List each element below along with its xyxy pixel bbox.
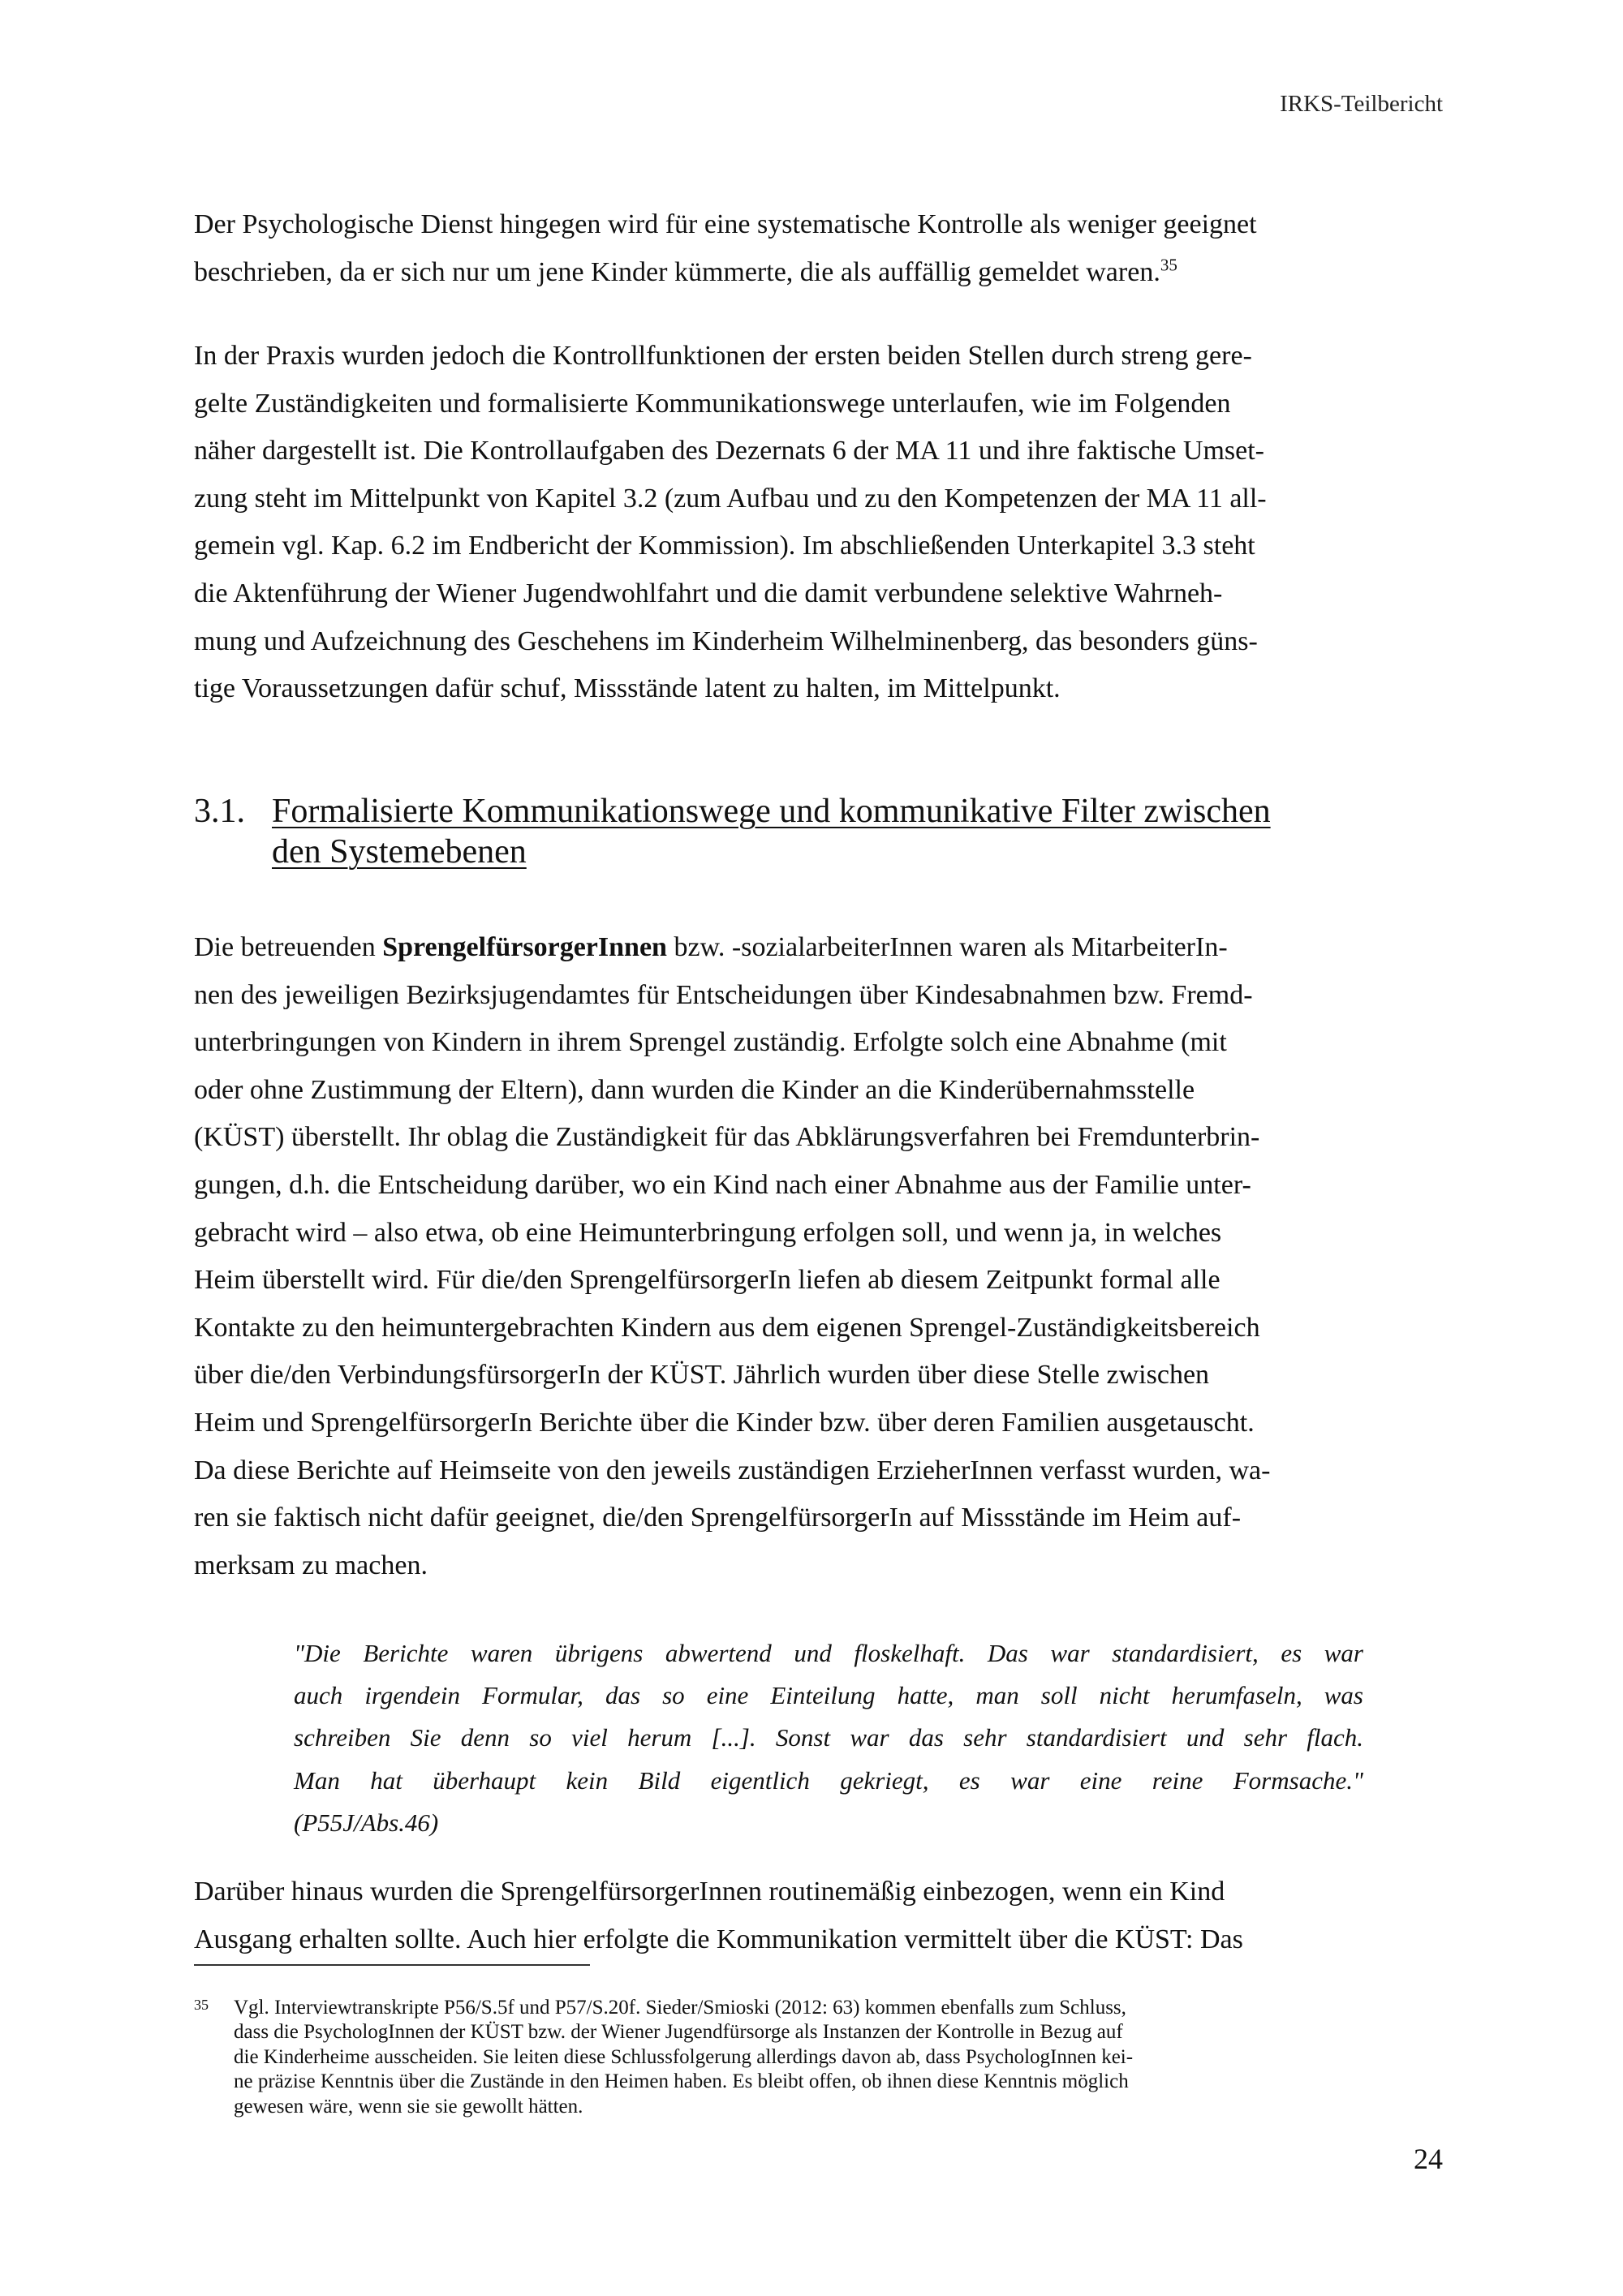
text-line: gemein vgl. Kap. 6.2 im Endbericht der Kommission). Im abschließenden Unterkapitel 3.3 steht <box>194 531 1255 561</box>
text-line: Darüber hinaus wurden die SprengelfürsorgerInnen routinemäßig einbezogen, wenn ein Kind <box>194 1877 1225 1907</box>
text-line: merksam zu machen. <box>194 1550 428 1580</box>
section-title-line: den Systemebenen <box>272 833 527 871</box>
text-line: über die/den VerbindungsfürsorgerIn der KÜST. Jährlich wurden über diese Stelle zwischen <box>194 1360 1210 1391</box>
text-line: oder ohne Zustimmung der Eltern), dann wurden die Kinder an die Kinderübernahmsstelle <box>194 1074 1195 1105</box>
footnote-separator <box>194 1964 590 1966</box>
running-header: IRKS-Teilbericht <box>1280 91 1443 117</box>
paragraph-control-functions <box>194 333 1429 713</box>
text-line: In der Praxis wurden jedoch die Kontrollfunktionen der ersten beiden Stellen durch streng gere- <box>194 341 1252 371</box>
page-number: 24 <box>1414 2143 1443 2175</box>
footnote-line: die Kinderheime ausscheiden. Sie leiten diese Schlussfolgerung allerdings davon ab, dass PsychologInnen kei- <box>234 2045 1134 2068</box>
footnote-reference[interactable]: 35 <box>1160 255 1177 275</box>
quote-line: schreiben Sie denn so viel herum [...]. Sonst war das sehr standardisiert und sehr flach. <box>294 1723 1363 1752</box>
footnote-line: Vgl. Interviewtranskripte P56/S.5f und P57/S.20f. Sieder/Smioski (2012: 63) kommen ebenfalls zum Schluss, <box>234 1997 1126 2019</box>
footnote-line: ne präzise Kenntnis über die Zustände in den Heimen haben. Es bleibt offen, ob ihnen diese Kenntnis möglich <box>234 2070 1129 2093</box>
text-line: Heim überstellt wird. Für die/den SprengelfürsorgerIn liefen ab diesem Zeitpunkt formal alle <box>194 1265 1220 1296</box>
text-line: näher dargestellt ist. Die Kontrollaufgaben des Dezernats 6 der MA 11 und ihre faktische Umset- <box>194 436 1264 467</box>
footnote-line: dass die PsychologInnen der KÜST bzw. der Wiener Jugendfürsorge als Instanzen der Kontrolle in Bezug auf <box>234 2021 1123 2044</box>
text-line: Der Psychologische Dienst hingegen wird für eine systematische Kontrolle als weniger geeignet <box>194 209 1257 239</box>
text-line <box>194 249 1429 297</box>
text-line: Da diese Berichte auf Heimseite von den jeweils zuständigen ErzieherInnen verfasst wurden, wa- <box>194 1455 1271 1486</box>
block-quote <box>294 1632 1363 1844</box>
text-line: zung steht im Mittelpunkt von Kapitel 3.2 (zum Aufbau und zu den Kompetenzen der MA 11 all- <box>194 483 1267 514</box>
text-line: gungen, d.h. die Entscheidung darüber, wo ein Kind nach einer Abnahme aus der Familie unter- <box>194 1169 1251 1200</box>
text-line: gelte Zuständigkeiten und formalisierte Kommunikationswege unterlaufen, wie im Folgenden <box>194 388 1231 419</box>
text-line: nen des jeweiligen Bezirksjugendamtes für Entscheidungen über Kindesabnahmen bzw. Fremd- <box>194 979 1253 1010</box>
paragraph-psychological-service <box>194 201 1429 296</box>
text-line: (KÜST) überstellt. Ihr oblag die Zuständigkeit für das Abklärungsverfahren bei Fremdunterbrin- <box>194 1122 1260 1153</box>
quote-line: auch irgendein Formular, das so eine Einteilung hatte, man soll nicht herumfaseln, was <box>294 1681 1363 1710</box>
section-title-line: Formalisierte Kommunikationswege und kommunikative Filter zwischen <box>272 793 1271 830</box>
footnote-line: gewesen wäre, wenn sie sie gewollt hätten. <box>234 2095 583 2118</box>
footnote-text <box>234 1996 1429 2119</box>
paragraph-ausgang <box>194 1868 1429 1963</box>
text-span: bzw. -sozialarbeiterInnen waren als MitarbeiterIn- <box>666 932 1228 962</box>
paragraph-sprengelfuersorger <box>194 924 1429 1589</box>
footnote-number: 35 <box>194 1997 209 2013</box>
text-line: mung und Aufzeichnung des Geschehens im Kinderheim Wilhelminenberg, das besonders güns- <box>194 626 1258 656</box>
bold-term: SprengelfürsorgerInnen <box>382 932 667 962</box>
section-number: 3.1. <box>194 793 245 830</box>
section-title <box>272 791 1271 872</box>
quote-source: (P55J/Abs.46) <box>294 1808 439 1837</box>
text-span: beschrieben, da er sich nur um jene Kinder kümmerte, die als auffällig gemeldet waren. <box>194 256 1160 287</box>
text-line: unterbringungen von Kindern in ihrem Sprengel zuständig. Erfolgte solch eine Abnahme (mit <box>194 1027 1227 1058</box>
text-line: Kontakte zu den heimuntergebrachten Kindern aus dem eigenen Sprengel-Zuständigkeitsbereich <box>194 1312 1260 1343</box>
text-line: tige Voraussetzungen dafür schuf, Missstände latent zu halten, im Mittelpunkt. <box>194 673 1061 704</box>
text-line: Heim und SprengelfürsorgerIn Berichte über die Kinder bzw. über deren Familien ausgetauscht. <box>194 1407 1255 1438</box>
text-line: die Aktenführung der Wiener Jugendwohlfahrt und die damit verbundene selektive Wahrneh- <box>194 578 1223 608</box>
text-line: gebracht wird – also etwa, ob eine Heimunterbringung erfolgen soll, und wenn ja, in welches <box>194 1217 1222 1248</box>
quote-line: Man hat überhaupt kein Bild eigentlich gekriegt, es war eine reine Formsache." <box>294 1765 1363 1795</box>
text-line: ren sie faktisch nicht dafür geeignet, die/den SprengelfürsorgerIn auf Missstände im Heim auf- <box>194 1503 1242 1533</box>
text-line <box>194 924 1429 972</box>
text-line: Ausgang erhalten sollte. Auch hier erfolgte die Kommunikation vermittelt über die KÜST: Das <box>194 1924 1243 1954</box>
quote-line: "Die Berichte waren übrigens abwertend und floskelhaft. Das war standardisiert, es war <box>294 1639 1363 1667</box>
text-span: Die betreuenden <box>194 932 383 962</box>
